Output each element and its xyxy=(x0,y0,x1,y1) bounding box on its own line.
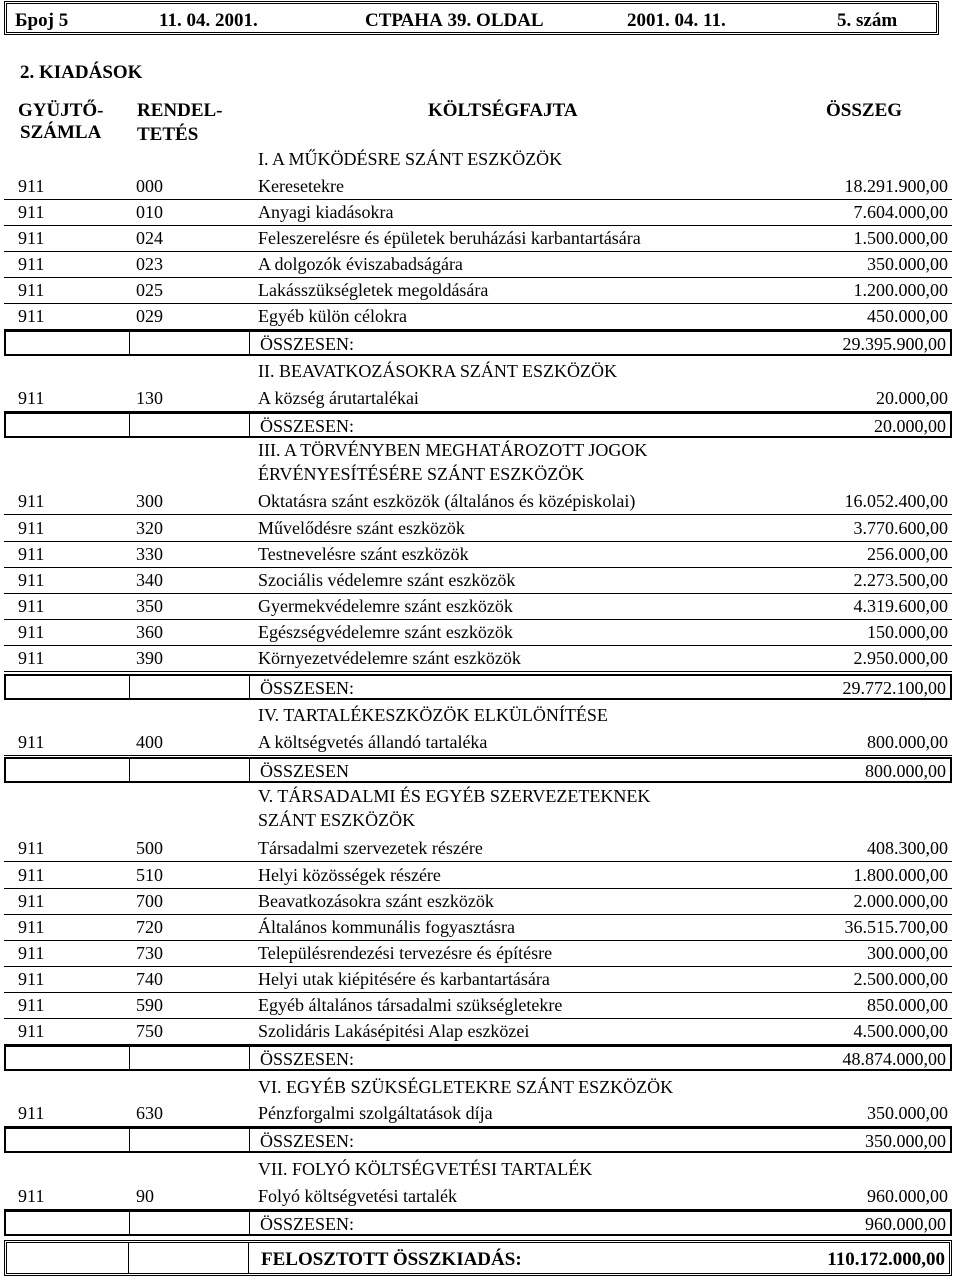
amount-cell: 20.000,00 xyxy=(876,388,948,408)
subtotal-row xyxy=(4,1127,952,1153)
account-cell: 911 xyxy=(18,176,45,196)
account-cell: 911 xyxy=(18,544,45,564)
account-cell: 911 xyxy=(18,995,45,1015)
expense-label: Egyéb általános társadalmi szükségletekre xyxy=(258,995,563,1015)
category-heading xyxy=(4,703,952,729)
code-cell: 730 xyxy=(136,943,163,963)
subtotal-row xyxy=(4,1210,952,1236)
code-cell: 720 xyxy=(136,917,163,937)
category-heading-text: I. A MŰKÖDÉSRE SZÁNT ESZKÖZÖK xyxy=(258,149,563,169)
expense-label: Általános kommunális fogyasztásra xyxy=(258,917,515,937)
subtotal-label: ÖSSZESEN: xyxy=(260,1214,355,1234)
account-cell: 911 xyxy=(18,596,45,616)
account-cell: 911 xyxy=(18,917,45,937)
category-heading xyxy=(4,147,952,173)
table-row xyxy=(4,304,952,330)
amount-cell: 350.000,00 xyxy=(867,1103,948,1123)
category-heading-line1: V. TÁRSADALMI ÉS EGYÉB SZERVEZETEKNEK xyxy=(258,786,651,806)
expense-label: Gyermekvédelemre szánt eszközök xyxy=(258,596,513,616)
account-cell: 911 xyxy=(18,732,45,752)
col-account-line1: GYÜJTŐ- xyxy=(18,100,104,121)
code-cell: 500 xyxy=(136,838,163,858)
account-cell: 911 xyxy=(18,254,45,274)
code-cell: 510 xyxy=(136,865,163,885)
table-row xyxy=(4,1019,952,1045)
category-heading xyxy=(4,359,952,385)
table-row xyxy=(4,730,952,756)
subtotal-row xyxy=(4,757,952,783)
category-heading xyxy=(4,786,952,834)
subtotal-label: ÖSSZESEN: xyxy=(260,1131,355,1151)
expense-label: Környezetvédelemre szánt eszközök xyxy=(258,648,521,668)
table-row xyxy=(4,386,952,412)
expense-label: Egyéb külön célokra xyxy=(258,306,407,326)
expense-label: Keresetekre xyxy=(258,176,344,196)
issue-right: 5. szám xyxy=(837,10,898,31)
table-row xyxy=(4,542,952,568)
code-cell: 750 xyxy=(136,1021,163,1041)
amount-cell: 1.200.000,00 xyxy=(853,280,948,300)
grand-total-amount: 110.172.000,00 xyxy=(827,1249,945,1270)
code-cell: 630 xyxy=(136,1103,163,1123)
amount-cell: 1.500.000,00 xyxy=(853,228,948,248)
amount-cell: 3.770.600,00 xyxy=(853,518,948,538)
amount-cell: 2.273.500,00 xyxy=(853,570,948,590)
category-heading-line1: III. A TÖRVÉNYBEN MEGHATÁROZOTT JOGOK xyxy=(258,440,648,460)
code-cell: 700 xyxy=(136,891,163,911)
subtotal-amount: 20.000,00 xyxy=(874,416,946,436)
table-row xyxy=(4,516,952,542)
category-heading-text: II. BEAVATKOZÁSOKRA SZÁNT ESZKÖZÖK xyxy=(258,361,618,381)
account-cell: 911 xyxy=(18,306,45,326)
category-heading xyxy=(4,1157,952,1183)
table-row xyxy=(4,863,952,889)
account-cell: 911 xyxy=(18,622,45,642)
category-heading-text: VI. EGYÉB SZÜKSÉGLETEKRE SZÁNT ESZKÖZÖK xyxy=(258,1077,674,1097)
expense-label: Társadalmi szervezetek részére xyxy=(258,838,483,858)
expense-label: A község árutartalékai xyxy=(258,388,419,408)
table-row xyxy=(4,646,952,672)
col-type: KÖLTSÉGFAJTA xyxy=(428,100,578,121)
expense-label: Pénzforgalmi szolgáltatások díja xyxy=(258,1103,493,1123)
subtotal-amount: 29.772.100,00 xyxy=(842,678,946,698)
amount-cell: 7.604.000,00 xyxy=(853,202,948,222)
table-row xyxy=(4,1184,952,1210)
account-cell: 911 xyxy=(18,280,45,300)
code-cell: 000 xyxy=(136,176,163,196)
account-cell: 911 xyxy=(18,838,45,858)
col-amount: ÖSSZEG xyxy=(826,100,903,121)
code-cell: 390 xyxy=(136,648,163,668)
subtotal-row xyxy=(4,330,952,356)
amount-cell: 2.500.000,00 xyxy=(853,969,948,989)
account-cell: 911 xyxy=(18,1021,45,1041)
category-heading xyxy=(4,440,952,488)
subtotal-amount: 800.000,00 xyxy=(865,761,946,781)
amount-cell: 450.000,00 xyxy=(867,306,948,326)
expense-label: A dolgozók éviszabadságára xyxy=(258,254,463,274)
table-row xyxy=(4,174,952,200)
account-cell: 911 xyxy=(18,388,45,408)
col-account-line2: SZÁMLA xyxy=(20,122,102,143)
expense-label: Szolidáris Lakásépitési Alap eszközei xyxy=(258,1021,530,1041)
account-cell: 911 xyxy=(18,228,45,248)
grand-total-row xyxy=(4,1240,952,1276)
category-heading xyxy=(4,1075,952,1101)
table-row xyxy=(4,941,952,967)
table-row xyxy=(4,594,952,620)
code-cell: 590 xyxy=(136,995,163,1015)
table-row xyxy=(4,278,952,304)
page-label: СТРАНА 39. OLDAL xyxy=(365,10,544,31)
amount-cell: 960.000,00 xyxy=(867,1186,948,1206)
code-cell: 130 xyxy=(136,388,163,408)
table-row xyxy=(4,993,952,1019)
code-cell: 024 xyxy=(136,228,163,248)
category-heading-text: IV. TARTALÉKESZKÖZÖK ELKÜLÖNÍTÉSE xyxy=(258,705,608,725)
col-code-line2: TETÉS xyxy=(137,124,199,145)
subtotal-label: ÖSSZESEN: xyxy=(260,1049,355,1069)
expense-label: Szociális védelemre szánt eszközök xyxy=(258,570,516,590)
amount-cell: 4.500.000,00 xyxy=(853,1021,948,1041)
amount-cell: 4.319.600,00 xyxy=(853,596,948,616)
subtotal-label: ÖSSZESEN: xyxy=(260,334,355,354)
account-cell: 911 xyxy=(18,891,45,911)
table-row xyxy=(4,836,952,862)
amount-cell: 150.000,00 xyxy=(867,622,948,642)
expense-label: Oktatásra szánt eszközök (általános és középiskolai) xyxy=(258,491,636,511)
amount-cell: 800.000,00 xyxy=(867,732,948,752)
expense-label: Testnevelésre szánt eszközök xyxy=(258,544,469,564)
date-left: 11. 04. 2001. xyxy=(159,10,258,31)
account-cell: 911 xyxy=(18,518,45,538)
amount-cell: 850.000,00 xyxy=(867,995,948,1015)
code-cell: 740 xyxy=(136,969,163,989)
amount-cell: 18.291.900,00 xyxy=(844,176,948,196)
expense-label: Folyó költségvetési tartalék xyxy=(258,1186,457,1206)
amount-cell: 2.950.000,00 xyxy=(853,648,948,668)
subtotal-label: ÖSSZESEN xyxy=(260,761,350,781)
code-cell: 350 xyxy=(136,596,163,616)
section-title: 2. KIADÁSOK xyxy=(20,62,143,83)
code-cell: 340 xyxy=(136,570,163,590)
expense-label: Művelődésre szánt eszközök xyxy=(258,518,465,538)
account-cell: 911 xyxy=(18,865,45,885)
code-cell: 360 xyxy=(136,622,163,642)
account-cell: 911 xyxy=(18,570,45,590)
subtotal-label: ÖSSZESEN: xyxy=(260,416,355,436)
page-header xyxy=(4,1,939,35)
expense-label: Egészségvédelemre szánt eszközök xyxy=(258,622,513,642)
expense-label: Helyi utak kiépitésére és karbantartására xyxy=(258,969,550,989)
subtotal-amount: 29.395.900,00 xyxy=(842,334,946,354)
expense-label: Beavatkozásokra szánt eszközök xyxy=(258,891,494,911)
account-cell: 911 xyxy=(18,943,45,963)
code-cell: 300 xyxy=(136,491,163,511)
table-row xyxy=(4,967,952,993)
code-cell: 029 xyxy=(136,306,163,326)
expense-label: Feleszerelésre és épületek beruházási karbantartására xyxy=(258,228,641,248)
grand-total-label: FELOSZTOTT ÖSSZKIADÁS: xyxy=(261,1249,522,1270)
account-cell: 911 xyxy=(18,1186,45,1206)
account-cell: 911 xyxy=(18,648,45,668)
table-row xyxy=(4,252,952,278)
subtotal-amount: 960.000,00 xyxy=(865,1214,946,1234)
amount-cell: 1.800.000,00 xyxy=(853,865,948,885)
col-code-line1: RENDEL- xyxy=(137,100,223,121)
expense-label: Anyagi kiadásokra xyxy=(258,202,394,222)
amount-cell: 36.515.700,00 xyxy=(844,917,948,937)
table-row xyxy=(4,620,952,646)
amount-cell: 350.000,00 xyxy=(867,254,948,274)
code-cell: 025 xyxy=(136,280,163,300)
table-row xyxy=(4,200,952,226)
date-right: 2001. 04. 11. xyxy=(627,10,726,31)
table-row xyxy=(4,226,952,252)
table-row xyxy=(4,489,952,515)
table-row xyxy=(4,915,952,941)
code-cell: 330 xyxy=(136,544,163,564)
subtotal-amount: 350.000,00 xyxy=(865,1131,946,1151)
amount-cell: 256.000,00 xyxy=(867,544,948,564)
expense-label: Lakásszükségletek megoldására xyxy=(258,280,489,300)
subtotal-amount: 48.874.000,00 xyxy=(842,1049,946,1069)
table-row xyxy=(4,568,952,594)
category-heading-line2: SZÁNT ESZKÖZÖK xyxy=(258,810,416,830)
code-cell: 023 xyxy=(136,254,163,274)
expense-label: A költségvetés állandó tartaléka xyxy=(258,732,488,752)
subtotal-row xyxy=(4,412,952,438)
subtotal-row xyxy=(4,1045,952,1071)
amount-cell: 2.000.000,00 xyxy=(853,891,948,911)
category-heading-line2: ÉRVÉNYESÍTÉSÉRE SZÁNT ESZKÖZÖK xyxy=(258,464,585,484)
expense-label: Helyi közösségek részére xyxy=(258,865,441,885)
subtotal-row xyxy=(4,674,952,700)
code-cell: 010 xyxy=(136,202,163,222)
account-cell: 911 xyxy=(18,491,45,511)
account-cell: 911 xyxy=(18,202,45,222)
amount-cell: 300.000,00 xyxy=(867,943,948,963)
expense-label: Településrendezési tervezésre és építésre xyxy=(258,943,553,963)
issue-label: Број 5 xyxy=(15,10,69,31)
code-cell: 90 xyxy=(136,1186,154,1206)
table-row xyxy=(4,1101,952,1127)
account-cell: 911 xyxy=(18,1103,45,1123)
subtotal-label: ÖSSZESEN: xyxy=(260,678,355,698)
code-cell: 400 xyxy=(136,732,163,752)
amount-cell: 16.052.400,00 xyxy=(844,491,948,511)
category-heading-text: VII. FOLYÓ KÖLTSÉGVETÉSI TARTALÉK xyxy=(258,1159,593,1179)
amount-cell: 408.300,00 xyxy=(867,838,948,858)
account-cell: 911 xyxy=(18,969,45,989)
code-cell: 320 xyxy=(136,518,163,538)
table-row xyxy=(4,889,952,915)
